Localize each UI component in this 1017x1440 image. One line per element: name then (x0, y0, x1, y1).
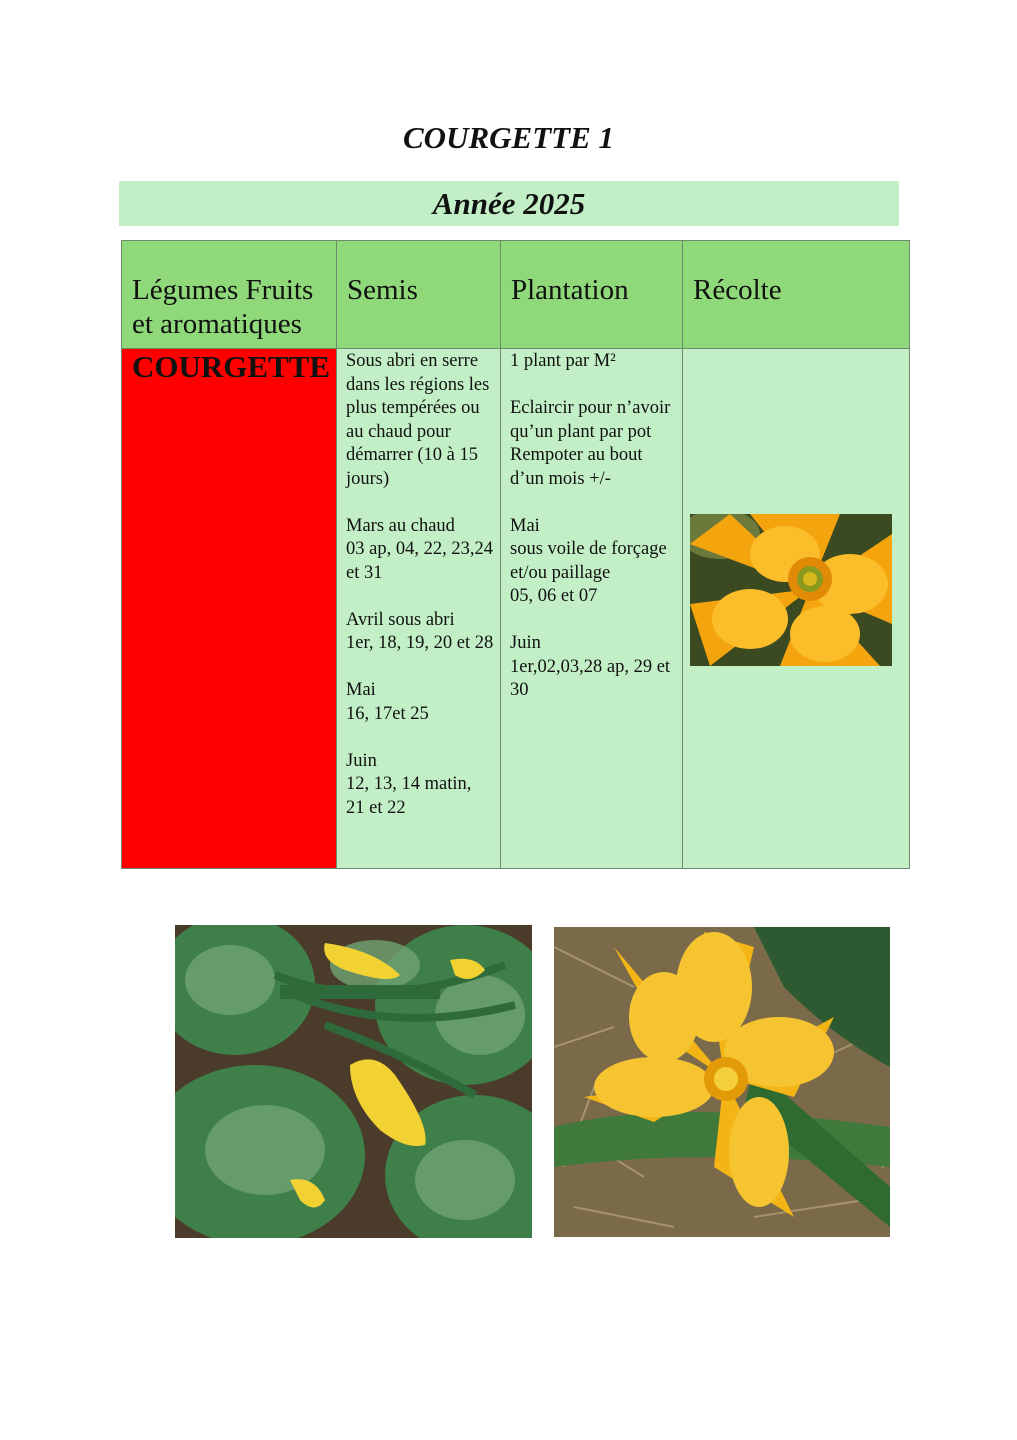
zucchini-plant-photo (175, 925, 532, 1238)
page-title: COURGETTE 1 (403, 120, 614, 155)
table-header-row (122, 241, 910, 349)
zucchini-flower-closeup-photo (554, 927, 890, 1237)
semis-text: Sous abri en serre dans les régions les plus tempérées ou au chaud pour démarrer (10 à 15 jours) Mars au chaud 03 ap, 04, 22, 23,24 et 31 Avril sous abri 1er, 18, 19, 20 et 28 Mai 16, 17et 25 Juin 12, 13, 14 matin, 21 et 22 (346, 351, 494, 818)
plantation-cell (501, 349, 683, 869)
header-semis: Semis (337, 241, 501, 349)
recolte-cell (683, 349, 910, 869)
year-banner: Année 2025 (119, 181, 899, 226)
header-vegetables: Légumes Fruits et aromatiques (122, 241, 337, 349)
vegetable-name: COURGETTE (132, 349, 331, 384)
header-plantation: Plantation (501, 241, 683, 349)
semis-cell (337, 349, 501, 869)
vegetable-cell (122, 349, 337, 869)
table-row (122, 349, 910, 869)
plantation-text: 1 plant par M² Eclaircir pour n’avoir qu’un plant par pot Rempoter au bout d’un mois +/- Mai sous voile de forçage et/ou paillage 05, 06 et 07 Juin 1er,02,03,28 ap, 29 et 30 (510, 351, 671, 700)
zucchini-flower-photo (690, 514, 892, 666)
sowing-calendar-table (121, 240, 910, 869)
header-recolte: Récolte (683, 241, 910, 349)
